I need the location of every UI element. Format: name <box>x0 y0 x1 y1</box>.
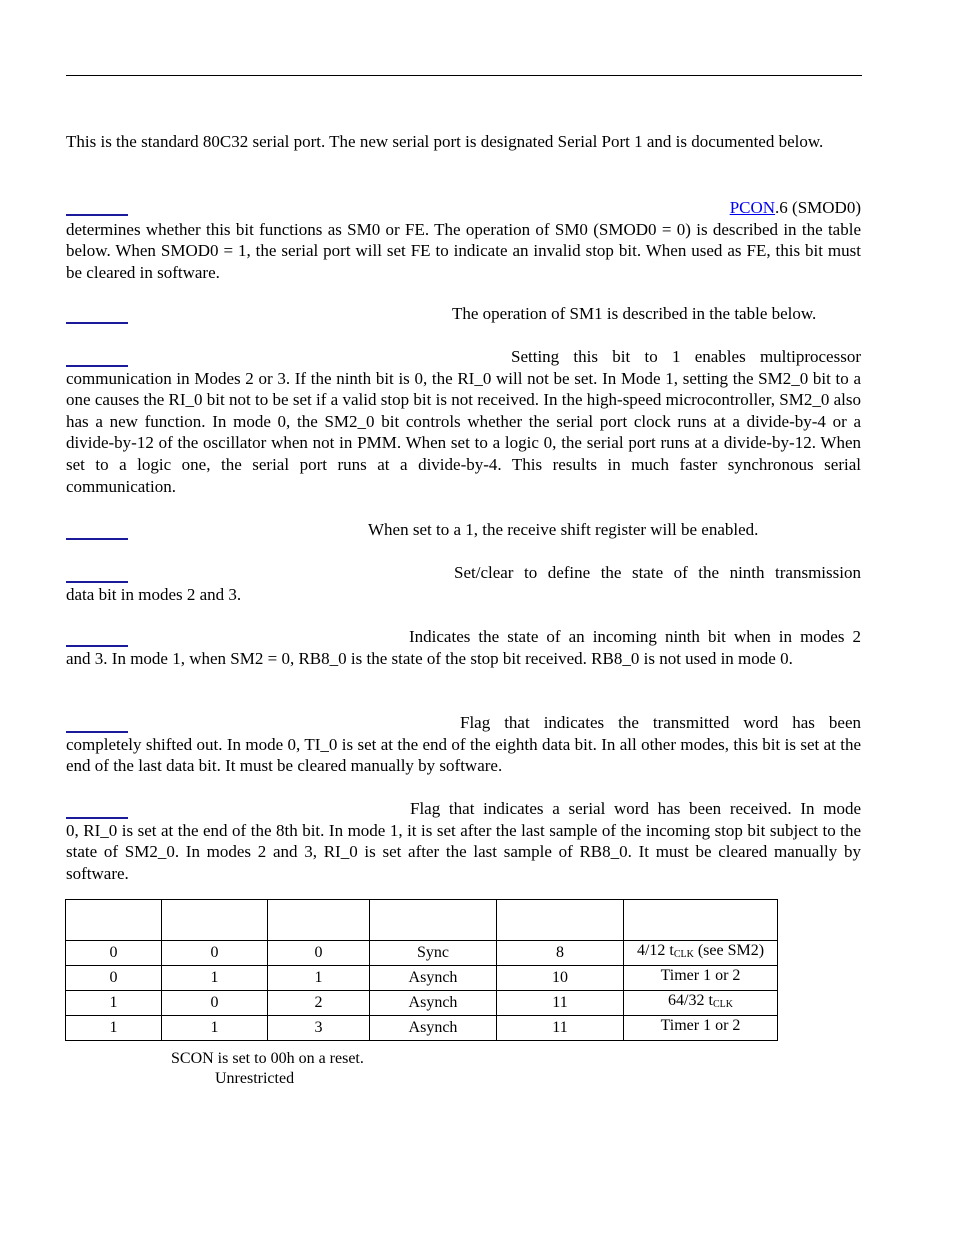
table-row <box>66 941 778 966</box>
field-ren-description: When set to a 1, the receive shift register will be enabled. <box>368 520 759 539</box>
pcon-link[interactable]: PCON <box>729 198 776 217</box>
table-cell: 2 <box>268 991 370 1016</box>
table-cell: 0 <box>66 941 162 966</box>
table-cell: 1 <box>66 1016 162 1041</box>
pcon-suffix: .6 (SMOD0) <box>775 198 861 217</box>
table-header-cell <box>624 900 778 941</box>
table-header-cell <box>162 900 268 941</box>
field-sm2-body: communication in Modes 2 or 3. If the ninth bit is 0, the RI_0 will not be set. In Mode 1, setting the SM2_0 bit to a one causes the RI_0 bit not to be set if a valid stop bit is not received. In the high-speed microcontroller, SM2_0 also has a new function. In mode 0, the SM2_0 bit controls whether the serial port clock runs at a divide-by-4 or a divide-by-12 of the oscillator when not in PMM. When set to a logic 0, the serial port runs at a divide-by-12. When set to a logic one, the serial port runs at a divide-by-4. This results in much faster synchronous serial communication. <box>66 368 861 496</box>
reset-note: SCON is set to 00h on a reset. <box>171 1050 364 1067</box>
header-rule <box>66 75 862 76</box>
field-ti-description <box>66 712 861 777</box>
table-cell: 11 <box>497 1016 624 1041</box>
table-cell: Asynch <box>370 1016 497 1041</box>
field-sm2-description <box>66 346 861 497</box>
field-rb8-description <box>66 626 861 669</box>
field-sm1-description: The operation of SM1 is described in the table below. <box>452 304 817 323</box>
table-header-cell <box>66 900 162 941</box>
table-cell: 1 <box>162 966 268 991</box>
serial-mode-table <box>65 899 778 1041</box>
access-note: Unrestricted <box>215 1070 295 1087</box>
field-tb8-description <box>66 562 861 605</box>
table-cell: 0 <box>162 941 268 966</box>
field-ti-body: completely shifted out. In mode 0, TI_0 is set at the end of the eighth data bit. In all other modes, this bit is set at the end of the last data bit. It must be cleared manually by software. <box>66 734 861 776</box>
field-sm0-description <box>66 197 861 283</box>
table-header-cell <box>497 900 624 941</box>
table-cell: 64/32 $t_{CLK}$ <box>624 991 778 1016</box>
table-cell: 4/12 $t_{CLK}$ (see SM2) <box>624 941 778 966</box>
table-cell: Asynch <box>370 991 497 1016</box>
table-row <box>66 991 778 1016</box>
field-rb8-lead: Indicates the state of an incoming ninth bit when in modes 2 <box>409 627 861 646</box>
table-cell: 1 <box>268 966 370 991</box>
field-tb8-body: data bit in modes 2 and 3. <box>66 584 242 604</box>
field-name-underline <box>66 538 128 540</box>
field-name-underline <box>66 322 128 324</box>
table-row <box>66 966 778 991</box>
table-header-cell <box>370 900 497 941</box>
table-cell: 11 <box>497 991 624 1016</box>
table-cell: 1 <box>66 991 162 1016</box>
table-cell: 10 <box>497 966 624 991</box>
field-ri-lead: Flag that indicates a serial word has been received. In mode <box>410 799 861 818</box>
field-tb8-lead: Set/clear to define the state of the ninth transmission <box>454 563 861 582</box>
table-cell: 0 <box>162 991 268 1016</box>
table-row <box>66 1016 778 1041</box>
intro-paragraph: This is the standard 80C32 serial port. The new serial port is designated Serial Port 1 and is documented below. <box>66 132 824 151</box>
field-rb8-body: and 3. In mode 1, when SM2 = 0, RB8_0 is the state of the stop bit received. RB8_0 is not used in mode 0. <box>66 648 793 668</box>
table-cell: 0 <box>66 966 162 991</box>
table-cell: 3 <box>268 1016 370 1041</box>
field-ri-description <box>66 798 861 884</box>
table-cell: 8 <box>497 941 624 966</box>
table-cell: Asynch <box>370 966 497 991</box>
table-cell: Sync <box>370 941 497 966</box>
table-cell: Timer 1 or 2 <box>624 966 778 991</box>
field-sm0-body: determines whether this bit functions as SM0 or FE. The operation of SM0 (SMOD0 = 0) is described in the table below. When SMOD0 = 1, the serial port will set FE to indicate an invalid stop bit. When used as FE, this bit must be cleared in software. <box>66 219 861 282</box>
field-sm2-lead: Setting this bit to 1 enables multiprocessor <box>511 347 861 366</box>
table-cell: 1 <box>162 1016 268 1041</box>
table-cell: Timer 1 or 2 <box>624 1016 778 1041</box>
field-ti-lead: Flag that indicates the transmitted word has been <box>460 713 861 732</box>
table-cell: 0 <box>268 941 370 966</box>
table-header-row <box>66 900 778 941</box>
table-header-cell <box>268 900 370 941</box>
field-ri-body: 0, RI_0 is set at the end of the 8th bit. In mode 1, it is set after the last sample of the incoming stop bit subject to the state of SM2_0. In modes 2 and 3, RI_0 is set after the last sample of RB8_0. It must be cleared manually by software. <box>66 820 861 883</box>
